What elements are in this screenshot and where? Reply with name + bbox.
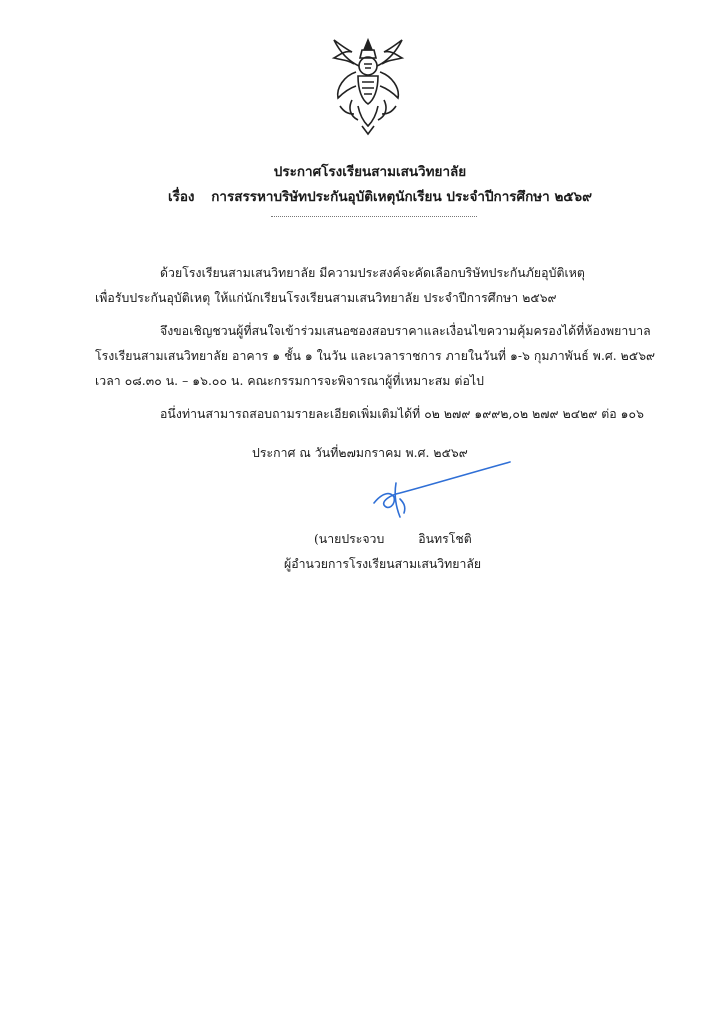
document-subject — [120, 185, 640, 207]
signature — [360, 455, 530, 535]
paragraph-1-line-2: เพื่อรับประกันอุบัติเหตุ ให้แก่นักเรียนโรงเรียนสามเสนวิทยาลัย ประจำปีการศึกษา ๒๕๖๙ — [95, 291, 557, 305]
announce-prefix: ประกาศ ณ วันที่ — [252, 446, 339, 460]
paragraph-2-line-2: โรงเรียนสามเสนวิทยาลัย อาคาร ๑ ชั้น ๑ ในวัน และเวลาราชการ ภายในวันที่ ๑-๖ กุมภาพันธ์ พ.ศ. ๒๕๖๙ — [95, 349, 656, 363]
document-title: ประกาศโรงเรียนสามเสนวิทยาลัย — [273, 164, 467, 180]
paragraph-2-line-1: จึงขอเชิญชวนผู้ที่สนใจเข้าร่วมเสนอซองสอบราคาและเงื่อนไขความคุ้มครองได้ที่ห้องพยาบาล — [160, 324, 651, 338]
paragraph-2-line-3: เวลา ๐๘.๓๐ น. – ๑๖.๐๐ น. คณะกรรมการจะพิจารณาผู้ที่เหมาะสม ต่อไป — [95, 374, 484, 388]
announce-rest: มกราคม พ.ศ. ๒๕๖๙ — [355, 446, 468, 460]
announce-day: ๒๗ — [338, 446, 356, 460]
garuda-emblem-icon — [328, 36, 408, 136]
subject-key: เรื่อง — [167, 189, 195, 205]
signer-name — [314, 530, 472, 549]
paragraph-1-line-1: ด้วยโรงเรียนสามเสนวิทยาลัย มีความประสงค์จะคัดเลือกบริษัทประกันภัยอุบัติเหตุ — [160, 266, 585, 280]
signer-first-name: (นายประจวบ — [314, 532, 385, 546]
heading-divider — [271, 210, 477, 217]
signer-position: ผู้อำนวยการโรงเรียนสามเสนวิทยาลัย — [284, 557, 482, 571]
paragraph-3: อนึ่งท่านสามารถสอบถามรายละเอียดเพิ่มเติมได้ที่ ๐๒ ๒๗๙ ๑๙๙๒,๐๒ ๒๗๙ ๒๔๒๙ ต่อ ๑๐๖ — [160, 407, 644, 421]
signer-surname: อินทรโชติ — [418, 532, 472, 546]
subject-text: การสรรหาบริษัทประกันอุบัติเหตุนักเรียน ประจำปีการศึกษา ๒๕๖๙ — [211, 189, 593, 205]
